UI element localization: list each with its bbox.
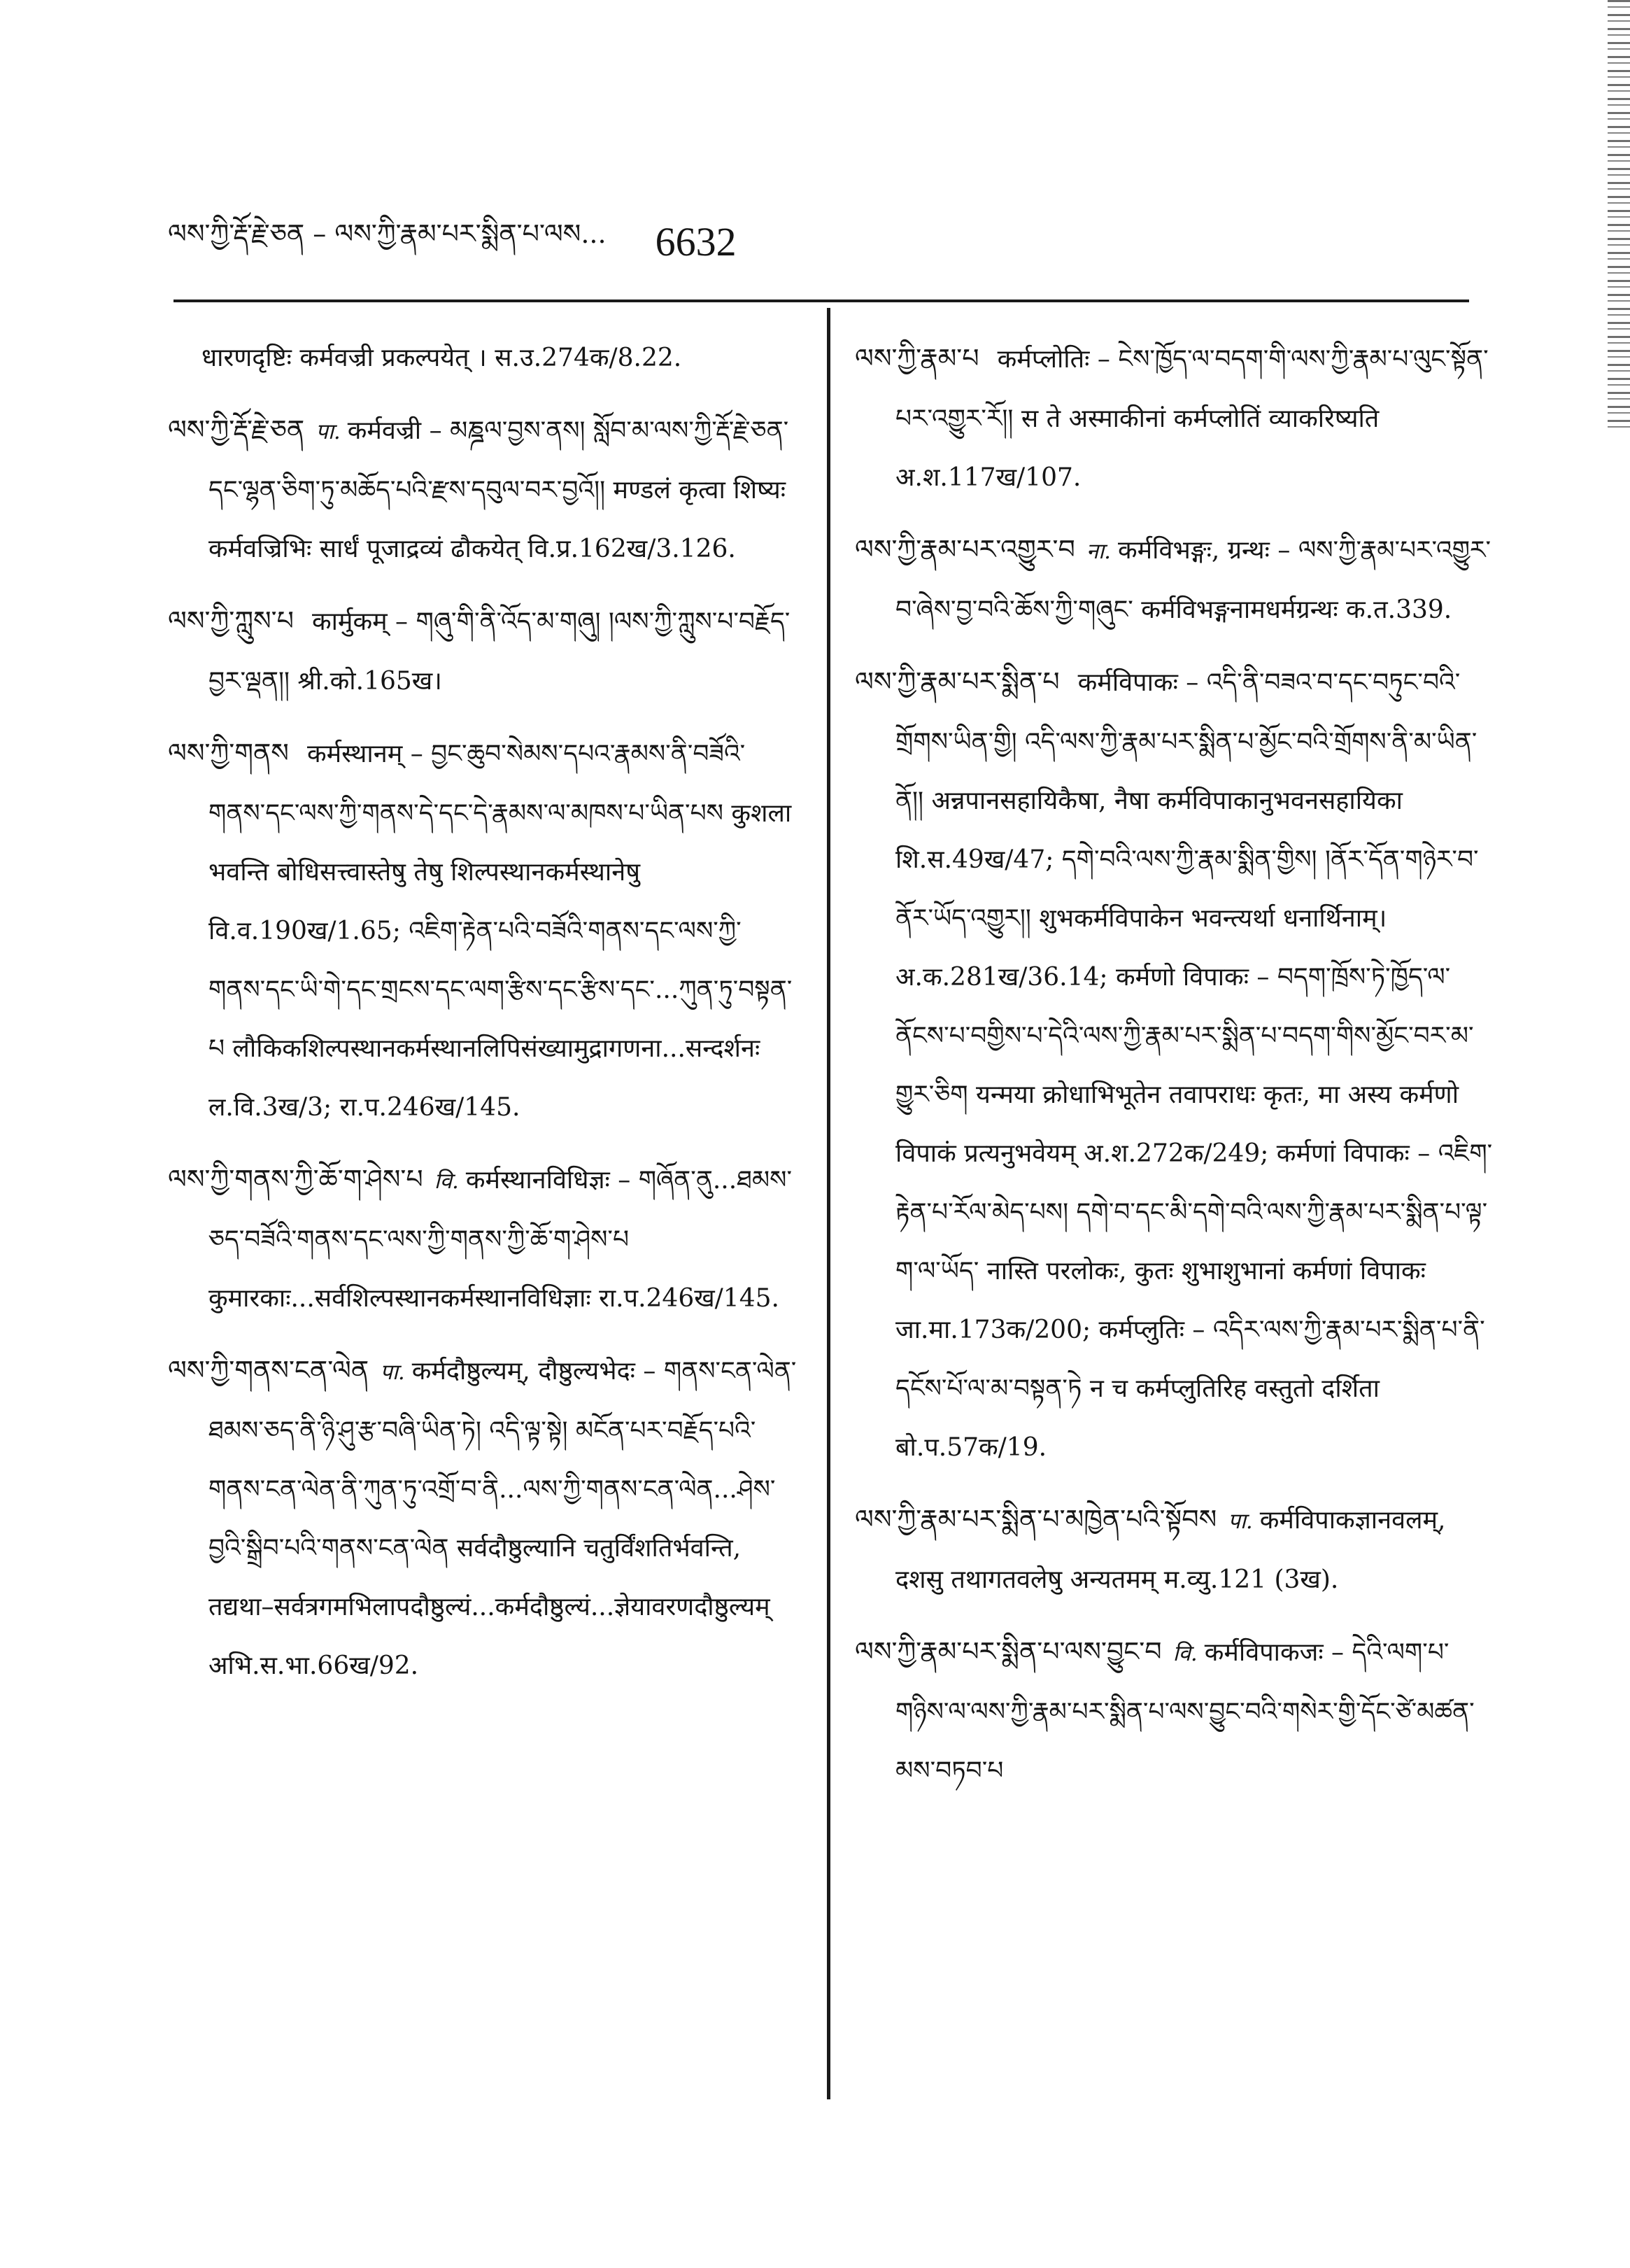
entry-text: कर्मविभङ्गः, ग्रन्थः – ལས་ཀྱི་རྣམ་པར་འགྱུར་བ་ཞེས་བྱ་བའི་ཆོས་ཀྱི་གཞུང་ कर्मविभङ्गनामधर्मग्रन्थः क.त.339.	[895, 536, 1491, 624]
dictionary-entry	[168, 1150, 798, 1328]
dictionary-entry	[168, 724, 798, 1137]
left-column	[168, 329, 798, 2134]
entry-text: कर्मविपाकजः – དེའི་ལག་པ་གཉིས་ལ་ལས་ཀྱི་རྣམ་པར་སྨིན་པ་ལས་བྱུང་བའི་གསེར་གྱི་དོང་ཙེ་མཚན་མས་བཏབ་པ	[895, 1638, 1475, 1785]
entry-headword: ལས་ཀྱི་རྣམ་པ	[855, 343, 979, 374]
dictionary-entry	[855, 652, 1495, 1477]
entry-headword: ལས་ཀྱི་རྣམ་པར་སྨིན་པ་ལས་བྱུང་བ	[855, 1636, 1162, 1667]
dictionary-entry	[855, 520, 1495, 640]
entry-text: कर्मप्लोतिः – ངེས་ཁྱོད་ལ་བདག་གི་ལས་ཀྱི་རྣམ་པ་ལུང་སྟོན་པར་འགྱུར་རོ།། स ते अस्माकीनां कर्मप्लोतिं व्याकरिष्यति अ.श.117ख/107.	[895, 345, 1489, 492]
dictionary-entry	[855, 329, 1495, 507]
right-column	[855, 329, 1495, 2134]
running-title: ལས་ཀྱི་རྡོ་རྗེ་ཅན – ལས་ཀྱི་རྣམ་པར་སྨིན་པ་ལས...	[168, 218, 607, 249]
entry-grammar-label: पा.	[316, 419, 341, 444]
scan-edge-mark	[1608, 0, 1630, 434]
running-head	[168, 203, 867, 280]
entry-grammar-label: ना.	[1086, 539, 1111, 564]
entry-text: धारणदृष्टिः कर्मवज्री प्रकल्पयेत् । स.उ.274क/8.22.	[201, 344, 682, 372]
entry-headword: ལས་ཀྱི་གནས་ངན་ལེན	[168, 1355, 369, 1386]
entry-grammar-label: वि.	[1172, 1641, 1198, 1666]
entry-grammar-label: वि.	[434, 1169, 459, 1194]
entry-grammar-label: पा.	[1228, 1509, 1253, 1534]
entry-headword: ལས་ཀྱི་རྣམ་པར་འགྱུར་བ	[855, 534, 1075, 565]
dictionary-entry	[168, 400, 798, 579]
entry-headword: ལས་ཀྱི་གནས	[168, 738, 289, 768]
entry-continuation	[168, 329, 798, 388]
dictionary-entry	[855, 1490, 1495, 1610]
dictionary-entry	[168, 591, 798, 711]
entry-headword: ལས་ཀྱི་རྣམ་པར་སྨིན་པ	[855, 666, 1060, 697]
page-number: 6632	[655, 218, 737, 265]
entry-text: कर्मस्थानम् – བྱང་ཆུབ་སེམས་དཔའ་རྣམས་ནི་བཟོའི་གནས་དང་ལས་ཀྱི་གནས་དེ་དང་དེ་རྣམས་ལ་མཁས་པ་ཡིན་པས कुशला भवन्ति बोधिसत्त्वास्तेषु तेषु शिल्पस्थानकर्मस्थानेषु वि.व.190ख/1.65; འཇིག་རྟེན་པའི་བཟོའི་གནས་དང་ལས་ཀྱི་གནས་དང་ཡི་གེ་དང་གྲངས་དང་ལག་རྩིས་དང་རྩིས་དང་...ཀུན་ཏུ་བསྟན་པ लौकिकशिल्पस्थानकर्मस्थानलिपिसंख्यामुद्रागणना...सन्दर्शनः ल.वि.3ख/3; रा.प.246ख/145.	[208, 740, 793, 1122]
entry-text: कर्मदौष्ठुल्यम्, दौष्ठुल्यभेदः – གནས་ངན་ལེན་ཐམས་ཅད་ནི་ཉི་ཤུ་རྩ་བཞི་ཡིན་ཏེ། འདི་ལྟ་སྟེ། མངོན་པར་བརྗོད་པའི་གནས་ངན་ལེན་ནི་ཀུན་ཏུ་འགྲོ་བ་ནི...ལས་ཀྱི་གནས་ངན་ལེན...ཤེས་བྱའི་སྒྲིབ་པའི་གནས་ངན་ལེན सर्वदौष्ठुल्यानि चतुर्विंशतिर्भवन्ति, तद्यथा–सर्वत्रगमभिलापदौष्ठुल्यं...कर्मदौष्ठुल्यं...ज्ञेयावरणदौष्ठुल्यम् अभि.स.भा.66ख/92.	[208, 1357, 797, 1680]
entry-headword: ལས་ཀྱི་རྣམ་པར་སྨིན་པ་མཁྱེན་པའི་སྟོབས	[855, 1504, 1217, 1535]
entry-text: कार्मुकम् – གཞུ་གི་ནི་འོད་མ་གཞུ། །ལས་ཀྱི་ཀླུས་པ་བརྗོད་བྱར་ལྡན།། श्री.को.165ख।	[208, 607, 791, 696]
top-rule	[173, 300, 1469, 302]
entry-headword: ལས་ཀྱི་རྡོ་རྗེ་ཅན	[168, 414, 305, 445]
entry-headword: ལས་ཀྱི་གནས་ཀྱི་ཆོ་ག་ཤེས་པ	[168, 1164, 423, 1195]
dictionary-entry	[168, 1341, 798, 1696]
entry-headword: ལས་ཀྱི་ཀླུས་པ	[168, 605, 294, 636]
entry-text: कर्मविपाकज्ञानवलम्, दशसु तथागतवलेषु अन्यतमम् म.व्यु.121 (3ख).	[895, 1506, 1446, 1594]
dictionary-entry	[855, 1622, 1495, 1801]
entry-grammar-label: पा.	[380, 1360, 405, 1385]
entry-text: कर्मस्थानविधिज्ञः – གཞོན་ནུ...ཐམས་ཅད་བཟོའི་གནས་དང་ལས་ཀྱི་གནས་ཀྱི་ཆོ་ག་ཤེས་པ कुमारकाः...सर्वशिल्पस्थानकर्मस्थानविधिज्ञाः रा.प.246ख/145.	[208, 1166, 793, 1313]
entry-text: कर्मवज्री – མཎྜལ་བྱས་ནས། སློབ་མ་ལས་ཀྱི་རྡོ་རྗེ་ཅན་དང་ལྷན་ཅིག་ཏུ་མཆོད་པའི་རྫས་དབུལ་བར་བྱའོ།། मण्डलं कृत्वा शिष्यः कर्मवज्रिभिः सार्धं पूजाद्रव्यं ढौकयेत् वि.प्र.162ख/3.126.	[208, 416, 789, 563]
column-divider	[827, 308, 830, 2099]
entry-text: कर्मविपाकः – འདི་ནི་བཟའ་བ་དང་བཏུང་བའི་གྲོགས་ཡིན་གྱི། འདི་ལས་ཀྱི་རྣམ་པར་སྨིན་པ་མྱོང་བའི་གྲོགས་ནི་མ་ཡིན་ནོ།། अन्नपानसहायिकैषा, नैषा कर्मविपाकानुभवनसहायिका शि.स.49ख/47; དགེ་བའི་ལས་ཀྱི་རྣམ་སྨིན་གྱིས། །ནོར་དོན་གཉེར་བ་ནོར་ཡོད་འགྱུར།། शुभकर्मविपाकेन भवन्त्यर्था धनार्थिनाम्। अ.क.281ख/36.14; कर्मणो विपाकः – བདག་ཁྲོས་ཏེ་ཁྱོད་ལ་ནོངས་པ་བགྱིས་པ་དེའི་ལས་ཀྱི་རྣམ་པར་སྨིན་པ་བདག་གིས་མྱོང་བར་མ་གྱུར་ཅིག यन्मया क्रोधाभिभूतेन तवापराधः कृतः, मा अस्य कर्मणो विपाकं प्रत्यनुभवेयम् अ.श.272क/249; कर्मणां विपाकः – འཇིག་རྟེན་པ་རོལ་མེད་པས། དགེ་བ་དང་མི་དགེ་བའི་ལས་ཀྱི་རྣམ་པར་སྨིན་པ་ལྟ་ག་ལ་ཡོད་ नास्ति परलोकः, कुतः शुभाशुभानां कर्मणां विपाकः जा.मा.173क/200; कर्मप्लुतिः – འདིར་ལས་ཀྱི་རྣམ་པར་སྨིན་པ་ནི་དངོས་པོ་ལ་མ་བསྟན་ཏེ न च कर्मप्लुतिरिह वस्तुतो दर्शिता बो.प.57क/19.	[895, 668, 1493, 1462]
